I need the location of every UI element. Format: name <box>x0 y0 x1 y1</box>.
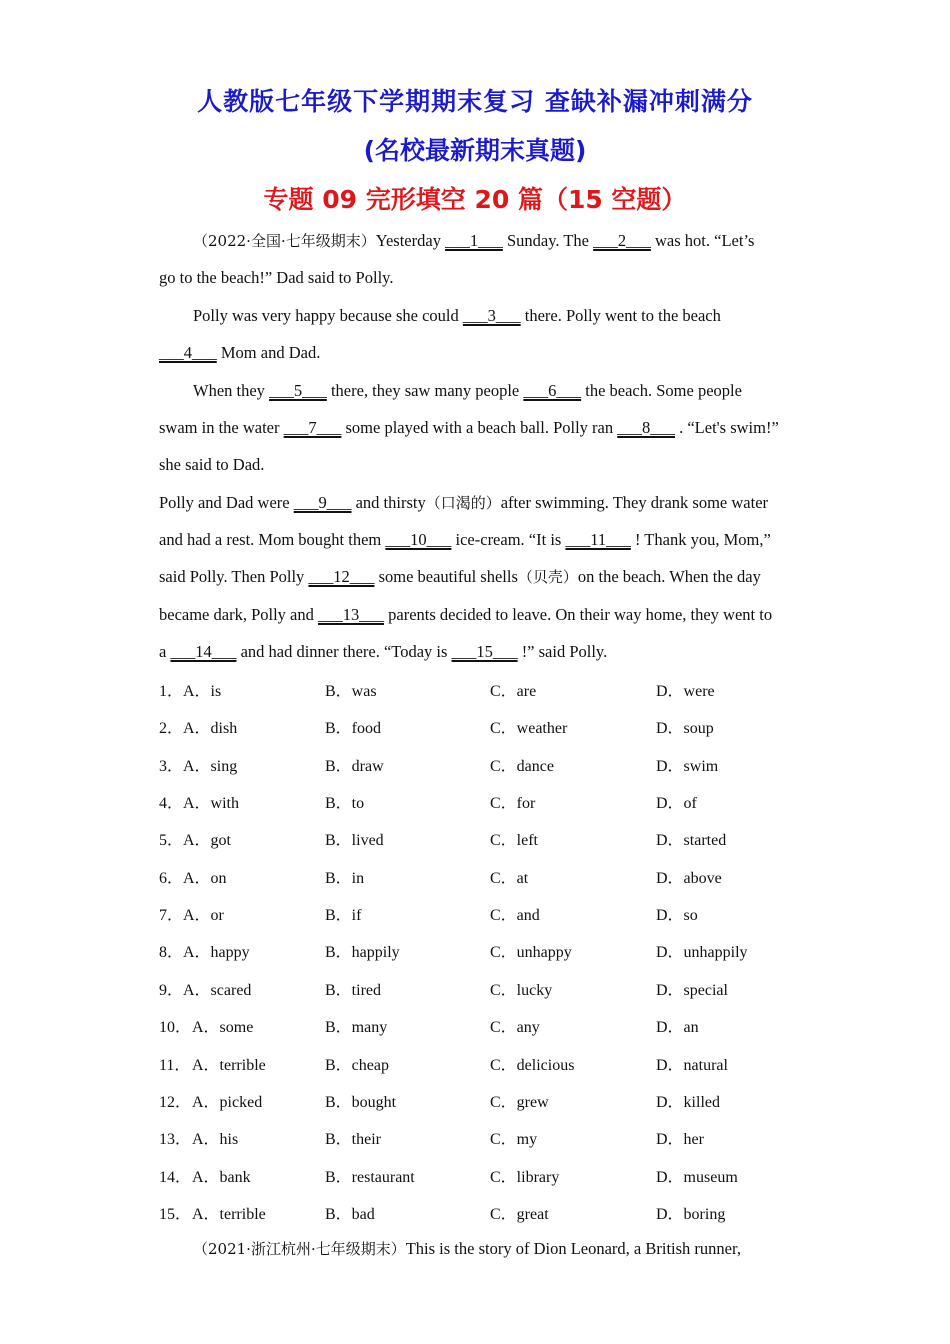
blank-5: ___5___ <box>269 381 327 400</box>
question-row <box>159 1052 799 1074</box>
option-a: A．on <box>183 870 227 887</box>
blank-4: ___4___ <box>159 343 217 362</box>
option-c: C．any <box>490 1019 540 1036</box>
blank-13: ___13___ <box>318 605 384 624</box>
question-row <box>159 1201 799 1223</box>
passage-line-5 <box>193 380 742 402</box>
passage-line-10 <box>159 566 761 588</box>
option-d: D．her <box>656 1131 704 1148</box>
question-row <box>159 715 799 737</box>
option-b: B．if <box>325 907 362 924</box>
passage-text: swam in the water <box>159 418 284 437</box>
passage-line-8 <box>159 492 768 514</box>
passage-text: ice-cream. “It is <box>451 530 566 549</box>
passage-text: Yesterday <box>375 231 446 250</box>
question-number: 14． <box>159 1169 192 1186</box>
passage-source: （2022·全国·七年级期末） <box>193 232 376 250</box>
blank-8: ___8___ <box>617 418 675 437</box>
passage-text: there, they saw many people <box>326 381 524 400</box>
option-c: C．great <box>490 1206 549 1223</box>
question-row <box>159 753 799 775</box>
option-b: B．in <box>325 870 365 887</box>
option-b: B．many <box>325 1019 388 1036</box>
option-a: A．bank <box>192 1169 251 1186</box>
option-d: D．were <box>656 683 715 700</box>
option-a: A．scared <box>183 982 252 999</box>
option-a: A．picked <box>192 1094 263 1111</box>
next-passage-line <box>193 1238 741 1260</box>
option-d: D．unhappily <box>656 944 748 961</box>
passage-text: was hot. “Let’s <box>650 231 755 250</box>
question-number: 10． <box>159 1019 192 1036</box>
passage-line-6 <box>159 417 779 439</box>
question-number: 12． <box>159 1094 192 1111</box>
passage-text: there. Polly went to the beach <box>520 306 721 325</box>
option-c: C．library <box>490 1169 560 1186</box>
question-number: 7． <box>159 907 184 924</box>
option-d: D．killed <box>656 1094 720 1111</box>
passage-text: Mom and Dad. <box>216 343 321 362</box>
option-a: A．dish <box>183 720 238 737</box>
option-a: A．with <box>183 795 240 812</box>
option-a: A．his <box>192 1131 239 1148</box>
option-b: B．draw <box>325 758 384 775</box>
option-d: D．boring <box>656 1206 726 1223</box>
question-number: 2． <box>159 720 184 737</box>
question-number: 9． <box>159 982 184 999</box>
doc-subtitle: (名校最新期末真题) <box>363 136 587 165</box>
passage-text: said Polly. Then Polly <box>159 567 309 586</box>
option-a: A．terrible <box>192 1057 266 1074</box>
blank-11: ___11___ <box>565 530 631 549</box>
passage-text: ! Thank you, Mom,” <box>630 530 771 549</box>
option-c: C．left <box>490 832 538 849</box>
option-d: D．natural <box>656 1057 728 1074</box>
question-row <box>159 977 799 999</box>
question-row <box>159 1089 799 1111</box>
blank-10: ___10___ <box>385 530 452 549</box>
option-d: D．so <box>656 907 698 924</box>
question-number: 3． <box>159 758 184 775</box>
question-number: 13． <box>159 1131 192 1148</box>
chinese-gloss: （口渴的） <box>425 494 501 512</box>
passage-text: some played with a beach ball. Polly ran <box>341 418 618 437</box>
next-passage-source: （2021·浙江杭州·七年级期末） <box>193 1240 406 1258</box>
passage-line-3 <box>193 305 721 327</box>
question-number: 11． <box>159 1057 191 1074</box>
question-row <box>159 678 799 700</box>
question-row <box>159 1126 799 1148</box>
passage-text: and had a rest. Mom bought them <box>159 530 386 549</box>
question-number: 4． <box>159 795 184 812</box>
passage-text: parents decided to leave. On their way home, they went to <box>384 605 773 624</box>
option-b: B．tired <box>325 982 381 999</box>
doc-topic-heading: 专题 09 完形填空 20 篇（15 空题） <box>263 185 687 214</box>
option-c: C．delicious <box>490 1057 575 1074</box>
question-row <box>159 790 799 812</box>
option-c: C．are <box>490 683 537 700</box>
question-number: 1． <box>159 683 184 700</box>
passage-line-4 <box>159 342 320 364</box>
passage-text: When they <box>193 381 270 400</box>
option-b: B．bought <box>325 1094 397 1111</box>
passage-text: Sunday. The <box>502 231 594 250</box>
passage-text: and had dinner there. “Today is <box>236 642 452 661</box>
question-number: 8． <box>159 944 184 961</box>
chinese-gloss: （贝壳） <box>517 568 578 586</box>
option-b: B．food <box>325 720 382 737</box>
option-c: C．my <box>490 1131 538 1148</box>
doc-title: 人教版七年级下学期期末复习 查缺补漏冲刺满分 <box>197 87 753 116</box>
passage-line-2 <box>159 267 393 289</box>
option-d: D．of <box>656 795 697 812</box>
option-c: C．unhappy <box>490 944 572 961</box>
option-c: C．dance <box>490 758 554 775</box>
option-d: D．soup <box>656 720 714 737</box>
passage-text: . “Let's swim!” <box>674 418 779 437</box>
passage-text: on the beach. When the day <box>577 567 761 586</box>
option-b: B．was <box>325 683 377 700</box>
option-a: A．sing <box>183 758 238 775</box>
option-c: C．weather <box>490 720 568 737</box>
option-d: D．museum <box>656 1169 738 1186</box>
question-row <box>159 827 799 849</box>
option-b: B．lived <box>325 832 384 849</box>
option-c: C．lucky <box>490 982 553 999</box>
passage-text: the beach. Some people <box>581 381 742 400</box>
blank-15: ___15___ <box>451 642 518 661</box>
option-a: A．terrible <box>192 1206 266 1223</box>
passage-text: she said to Dad. <box>159 455 265 474</box>
passage-line-7 <box>159 454 264 476</box>
blank-9: ___9___ <box>293 493 352 512</box>
option-a: A．or <box>183 907 224 924</box>
option-b: B．happily <box>325 944 400 961</box>
passage-text: !” said Polly. <box>517 642 608 661</box>
passage-line-11 <box>159 604 772 626</box>
question-number: 5． <box>159 832 184 849</box>
question-row <box>159 865 799 887</box>
option-d: D．special <box>656 982 728 999</box>
blank-12: ___12___ <box>308 567 375 586</box>
blank-1: ___1___ <box>445 231 503 250</box>
option-c: C．at <box>490 870 529 887</box>
blank-6: ___6___ <box>523 381 582 400</box>
option-b: B．to <box>325 795 365 812</box>
question-row <box>159 939 799 961</box>
question-row <box>159 902 799 924</box>
blank-3: ___3___ <box>462 306 521 325</box>
option-b: B．their <box>325 1131 381 1148</box>
passage-text: became dark, Polly and <box>159 605 318 624</box>
question-number: 6． <box>159 870 184 887</box>
passage-text: Polly and Dad were <box>159 493 294 512</box>
option-b: B．restaurant <box>325 1169 415 1186</box>
question-row <box>159 1014 799 1036</box>
passage-text: Polly was very happy because she could <box>193 306 463 325</box>
option-a: A．is <box>183 683 222 700</box>
option-b: B．bad <box>325 1206 375 1223</box>
question-number: 15． <box>159 1206 192 1223</box>
option-b: B．cheap <box>325 1057 389 1074</box>
passage-text: and thirsty <box>351 493 426 512</box>
blank-14: ___14___ <box>170 642 237 661</box>
option-c: C．grew <box>490 1094 549 1111</box>
passage-text: go to the beach!” Dad said to Polly. <box>159 268 394 287</box>
passage-line-9 <box>159 529 771 551</box>
blank-2: ___2___ <box>593 231 651 250</box>
option-d: D．above <box>656 870 722 887</box>
option-a: A．some <box>192 1019 254 1036</box>
passage-text: a <box>159 642 171 661</box>
question-row <box>159 1164 799 1186</box>
blank-7: ___7___ <box>283 418 342 437</box>
option-c: C．and <box>490 907 540 924</box>
option-d: D．swim <box>656 758 719 775</box>
option-a: A．happy <box>183 944 250 961</box>
option-a: A．got <box>183 832 232 849</box>
passage-text: after swimming. They drank some water <box>500 493 769 512</box>
option-d: D．an <box>656 1019 699 1036</box>
next-passage-text: This is the story of Dion Leonard, a British runner, <box>405 1239 741 1258</box>
option-d: D．started <box>656 832 727 849</box>
passage-line-12 <box>159 641 607 663</box>
passage-line-1 <box>193 230 754 252</box>
option-c: C．for <box>490 795 536 812</box>
passage-text: some beautiful shells <box>374 567 518 586</box>
